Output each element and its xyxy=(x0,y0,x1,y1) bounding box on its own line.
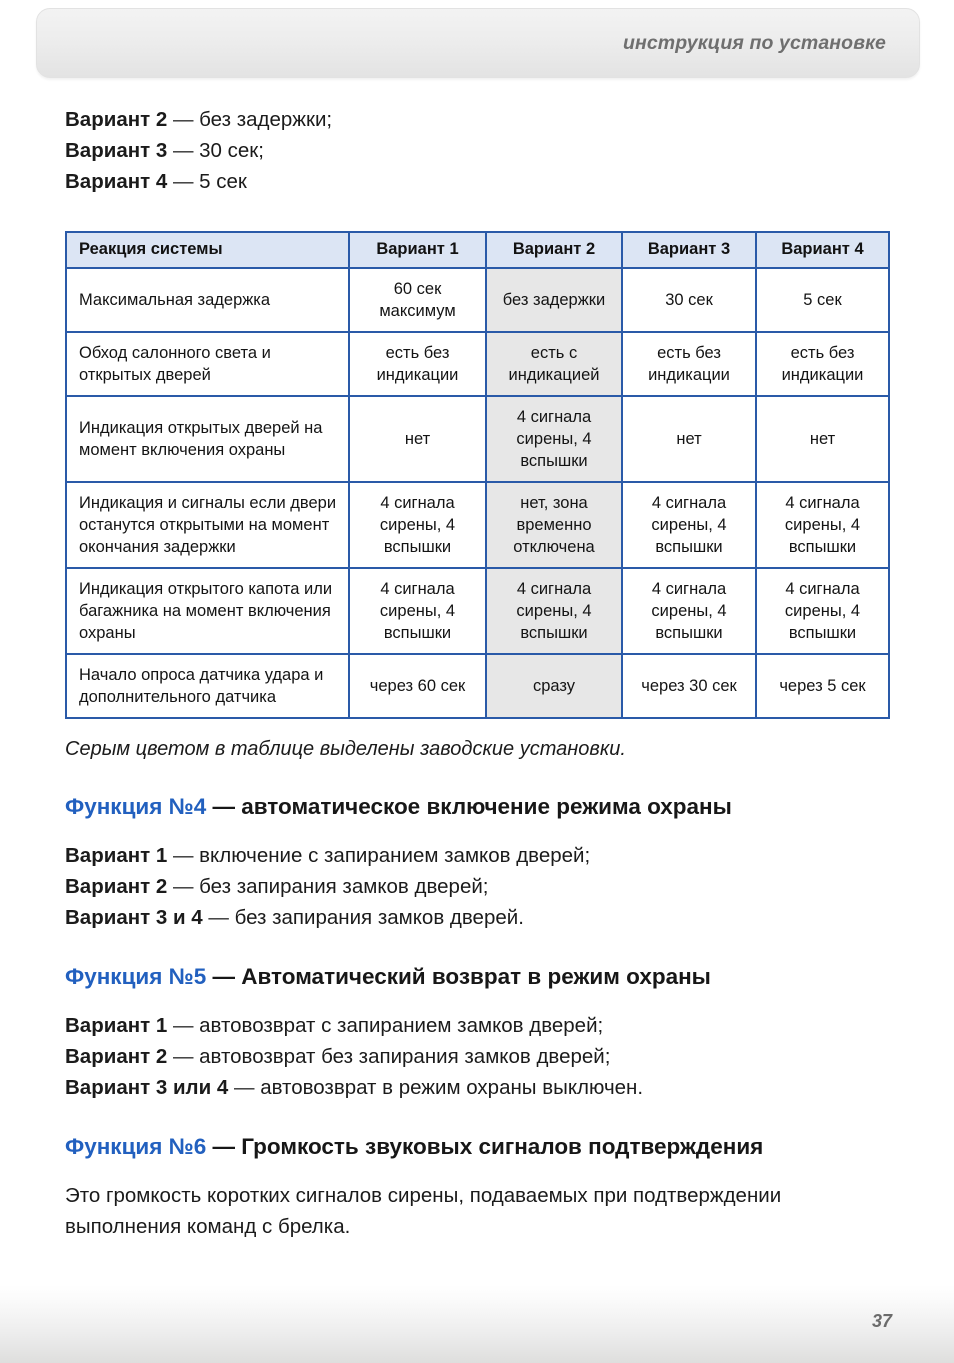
column-header-variant-2: Вариант 2 xyxy=(486,232,622,268)
cell-reaction: Индикация и сигналы если двери останутся открытыми на момент окончания задержки xyxy=(66,482,349,568)
cell-variant-2: без задержки xyxy=(486,268,622,332)
cell-variant-4: 5 сек xyxy=(756,268,889,332)
cell-variant-2: 4 сигнала сирены, 4 вспышки xyxy=(486,396,622,482)
cell-variant-1: есть без индикации xyxy=(349,332,486,396)
sections-container xyxy=(65,791,890,1242)
cell-reaction: Индикация открытого капота или багажника на момент включения охраны xyxy=(66,568,349,654)
cell-variant-4: нет xyxy=(756,396,889,482)
cell-variant-2: есть с индикацией xyxy=(486,332,622,396)
spec-table-wrapper xyxy=(65,231,890,719)
cell-variant-1: нет xyxy=(349,396,486,482)
variant-label: Вариант 3 или 4 xyxy=(65,1076,229,1099)
variant-line xyxy=(65,135,890,166)
variant-label: Вариант 1 xyxy=(65,844,168,867)
section-heading-dash: — xyxy=(212,964,235,989)
page-footer xyxy=(0,1285,954,1363)
variant-label: Вариант 3 xyxy=(65,139,168,162)
table-row xyxy=(66,568,889,654)
variant-label: Вариант 4 xyxy=(65,170,168,193)
cell-reaction: Начало опроса датчика удара и дополнительного датчика xyxy=(66,654,349,718)
variant-label: Вариант 2 xyxy=(65,875,168,898)
page-content xyxy=(0,104,954,1242)
section-function-number: Функция №6 xyxy=(65,1134,207,1159)
cell-variant-3: 4 сигнала сирены, 4 вспышки xyxy=(622,568,756,654)
variant-line xyxy=(65,840,890,871)
variant-text: автовозврат без запирания замков дверей; xyxy=(199,1045,611,1068)
cell-variant-4: 4 сигнала сирены, 4 вспышки xyxy=(756,568,889,654)
table-row xyxy=(66,482,889,568)
section xyxy=(65,961,890,1103)
cell-variant-1: 4 сигнала сирены, 4 вспышки xyxy=(349,482,486,568)
section-heading xyxy=(65,1131,890,1162)
variant-dash: — xyxy=(172,875,194,898)
column-header-reaction: Реакция системы xyxy=(66,232,349,268)
section-heading xyxy=(65,961,890,992)
cell-variant-2: нет, зона временно отключена xyxy=(486,482,622,568)
cell-reaction: Индикация открытых дверей на момент включения охраны xyxy=(66,396,349,482)
variant-dash: — xyxy=(233,1076,255,1099)
cell-reaction: Обход салонного света и открытых дверей xyxy=(66,332,349,396)
intro-variant-list xyxy=(65,104,890,197)
cell-variant-2: 4 сигнала сирены, 4 вспышки xyxy=(486,568,622,654)
variant-text: без запирания замков дверей. xyxy=(234,906,524,929)
section xyxy=(65,791,890,933)
cell-reaction: Максимальная задержка xyxy=(66,268,349,332)
section-body xyxy=(65,1010,890,1103)
cell-variant-3: 4 сигнала сирены, 4 вспышки xyxy=(622,482,756,568)
column-header-variant-1: Вариант 1 xyxy=(349,232,486,268)
page-header-bar xyxy=(36,8,920,78)
cell-variant-3: 30 сек xyxy=(622,268,756,332)
variant-label: Вариант 3 и 4 xyxy=(65,906,203,929)
cell-variant-1: 60 сек максимум xyxy=(349,268,486,332)
variant-dash: — xyxy=(172,1045,194,1068)
variant-line xyxy=(65,1010,890,1041)
variant-text: автовозврат в режим охраны выключен. xyxy=(260,1076,644,1099)
variant-text: без запирания замков дверей; xyxy=(199,875,489,898)
cell-variant-1: через 60 сек xyxy=(349,654,486,718)
variant-label: Вариант 1 xyxy=(65,1014,168,1037)
variant-label: Вариант 2 xyxy=(65,108,168,131)
cell-variant-3: через 30 сек xyxy=(622,654,756,718)
table-row xyxy=(66,396,889,482)
variant-line xyxy=(65,166,890,197)
cell-variant-2: сразу xyxy=(486,654,622,718)
variant-label: Вариант 2 xyxy=(65,1045,168,1068)
section-heading-text: Громкость звуковых сигналов подтверждения xyxy=(241,1134,764,1159)
cell-variant-4: 4 сигнала сирены, 4 вспышки xyxy=(756,482,889,568)
page-number: 37 xyxy=(871,1311,892,1331)
table-row xyxy=(66,268,889,332)
variant-text: 5 сек xyxy=(199,170,247,193)
cell-variant-3: нет xyxy=(622,396,756,482)
section-heading xyxy=(65,791,890,822)
variant-dash: — xyxy=(172,139,194,162)
table-note: Серым цветом в таблице выделены заводские установки. xyxy=(65,738,626,760)
section-function-number: Функция №5 xyxy=(65,964,207,989)
table-header-row xyxy=(66,232,889,268)
section-paragraph: Это громкость коротких сигналов сирены, подаваемых при подтверждении выполнения команд с брелка. xyxy=(65,1184,782,1238)
cell-variant-3: есть без индикации xyxy=(622,332,756,396)
variant-text: 30 сек; xyxy=(199,139,264,162)
variant-text: включение с запиранием замков дверей; xyxy=(199,844,591,867)
variant-text: без задержки; xyxy=(199,108,333,131)
table-row xyxy=(66,332,889,396)
section-heading-text: Автоматический возврат в режим охраны xyxy=(241,964,711,989)
section-heading-dash: — xyxy=(212,794,235,819)
section-body xyxy=(65,1180,890,1242)
variant-line xyxy=(65,1072,890,1103)
column-header-variant-4: Вариант 4 xyxy=(756,232,889,268)
variant-dash: — xyxy=(172,108,194,131)
spec-table xyxy=(65,231,890,719)
section-body xyxy=(65,840,890,933)
variant-dash: — xyxy=(208,906,229,929)
page-header-title: инструкция по установке xyxy=(622,31,886,54)
spec-table-head xyxy=(66,232,889,268)
section xyxy=(65,1131,890,1242)
variant-dash: — xyxy=(172,170,194,193)
spec-table-body xyxy=(66,268,889,718)
variant-line xyxy=(65,902,890,933)
cell-variant-1: 4 сигнала сирены, 4 вспышки xyxy=(349,568,486,654)
section-heading-dash: — xyxy=(212,1134,235,1159)
table-row xyxy=(66,654,889,718)
section-function-number: Функция №4 xyxy=(65,794,207,819)
variant-dash: — xyxy=(172,1014,194,1037)
cell-variant-4: через 5 сек xyxy=(756,654,889,718)
section-heading-text: автоматическое включение режима охраны xyxy=(241,794,732,819)
cell-variant-4: есть без индикации xyxy=(756,332,889,396)
variant-line xyxy=(65,104,890,135)
variant-line xyxy=(65,1041,890,1072)
variant-line xyxy=(65,871,890,902)
variant-text: автовозврат с запиранием замков дверей; xyxy=(199,1014,604,1037)
variant-dash: — xyxy=(172,844,194,867)
column-header-variant-3: Вариант 3 xyxy=(622,232,756,268)
